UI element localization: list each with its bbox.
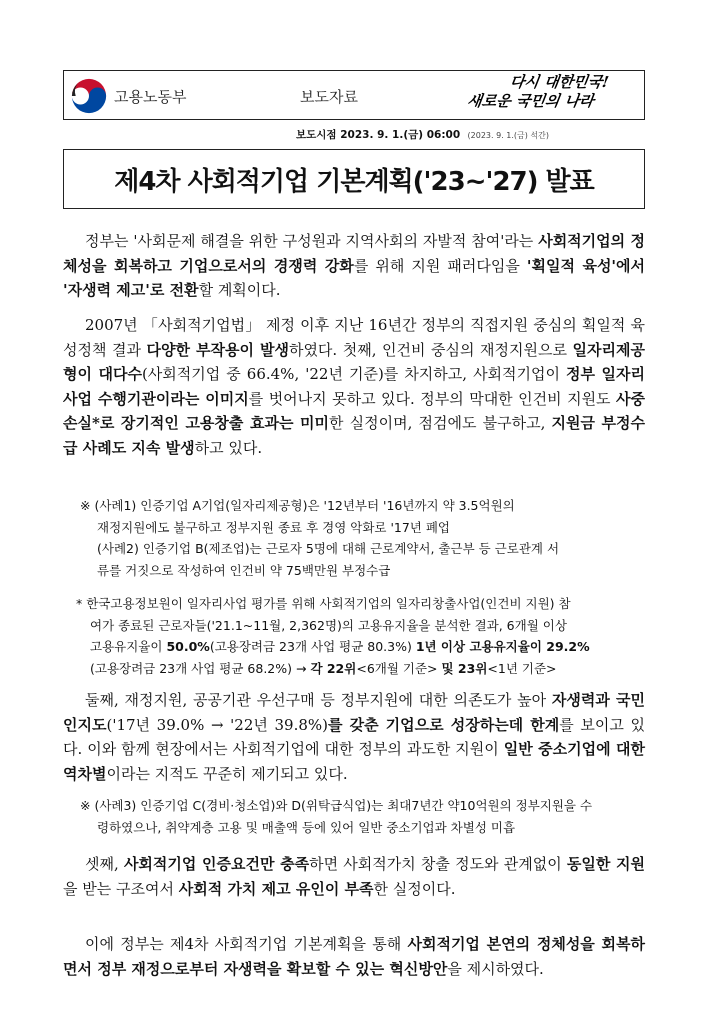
note2-line3-b: 50.0% (166, 639, 210, 654)
paragraph-5 (63, 932, 645, 981)
note3-line-1: ※ (사례3) 인증기업 C(경비·청소업)와 D(위탁급식업)는 최대7년간 약10억원의 정부지원을 수 (80, 798, 593, 813)
p2-text-k: 하고 있다. (194, 438, 263, 457)
release-time (296, 127, 646, 142)
release-time-main: 보도시점 2023. 9. 1.(금) 06:00 (296, 129, 461, 141)
p3-text-g: 이라는 지적도 꾸준히 제기되고 있다. (106, 764, 348, 783)
p3-bold-b: 자생력과 국민 인지도 (63, 691, 646, 734)
p3-text-a: 둘째, 재정지원, 공공기관 우선구매 등 정부지원에 대한 의존도가 높아 (85, 691, 552, 709)
note2-line4-d: 및 23위 (441, 660, 488, 676)
p4-bold-f: 사회적 가치 제고 유인이 부족 (178, 879, 374, 898)
slogan-line-1: 다시 대한민국! (508, 73, 610, 91)
note3-line-2: 령하였으나, 취약계층 고용 및 매출액 등에 있어 일반 중소기업과 차별성 미흡 (97, 819, 516, 835)
p1-text-e: 할 계획이다. (198, 281, 281, 299)
note-case-3 (80, 795, 645, 838)
p4-bold-d: 동일한 지원 (566, 855, 645, 873)
note2-line4-b: 각 22위 (310, 660, 357, 676)
p1-text-c: 를 위해 지원 패러다임을 (353, 256, 527, 275)
doc-type-label: 보도자료 (300, 88, 358, 106)
p2-bold-f: 정부 일자리 사업 수행기관이라는 이미지 (63, 365, 645, 408)
p5-text-c: 을 제시하였다. (447, 959, 544, 978)
paragraph-1 (63, 229, 645, 303)
paragraph-4 (63, 852, 645, 901)
header-box (63, 70, 645, 120)
note2-line4-c: <6개월 기준> (356, 660, 442, 676)
p4-text-c: 하면 사회적가치 창출 정도와 관계없이 (309, 855, 567, 873)
note2-line3-c: (고용장려금 23개 사업 평균 80.3%) (209, 639, 416, 654)
note2-line4-e: <1년 기준> (487, 660, 557, 676)
note-cases-1-2 (80, 495, 645, 581)
p1-text-a: 정부는 '사회문제 해결을 위한 구성원과 지역사회의 자발적 참여'라는 (85, 232, 539, 250)
note2-line4-a: (고용장려금 23개 사업 평균 68.2%) → (90, 660, 311, 676)
paragraph-3 (63, 688, 645, 786)
p2-bold-b: 다양한 부작용이 발생 (146, 340, 289, 359)
p4-bold-b: 사회적기업 인증요건만 충족 (123, 855, 310, 873)
p2-text-a: 2007년 「사회적기업법」 제정 이후 지난 16년간 정부의 직접지원 중심의 획일적 육성정책 결과 (63, 316, 645, 359)
ministry-logo-icon (70, 77, 108, 115)
note-employment-retention (76, 593, 646, 679)
note1-line-3: (사례2) 인증기업 B(제조업)는 근로자 5명에 대해 근로계약서, 출근부 등 근로관계 서 (97, 541, 560, 556)
note2-line-1: * 한국고용정보원이 일자리사업 평가를 위해 사회적기업의 일자리창출사업(인건비 지원) 참 (76, 596, 571, 611)
page-title: 제4차 사회적기업 기본계획('23~'27) 발표 (114, 166, 594, 197)
note2-line-3 (76, 636, 646, 658)
p2-bold-j: 지원금 부정수급 사례도 지속 발생 (63, 414, 645, 457)
ministry-name: 고용노동부 (114, 88, 187, 106)
p3-text-c: ('17년 39.0% → '22년 39.8%) (106, 715, 329, 734)
title-box (63, 149, 645, 209)
p4-text-g: 한 실정이다. (373, 879, 456, 898)
slogan (465, 73, 646, 119)
note1-line-2: 재정지원에도 불구하고 정부지원 종료 후 경영 악화로 '17년 폐업 (97, 519, 451, 535)
slogan-line-2: 새로운 국민의 나라 (466, 92, 595, 110)
p4-text-a: 셋째, (85, 855, 124, 873)
p3-text-e: 를 보이고 있다. 이와 함께 현장에서는 사회적기업에 대한 정부의 과도한 지원이 (63, 715, 645, 758)
note1-line-4: 류를 거짓으로 작성하여 인건비 약 75백만원 부정수급 (97, 562, 391, 578)
p2-text-e: (사회적기업 중 66.4%, '22년 기준)를 차지하고, 사회적기업이 (141, 365, 567, 383)
note2-line3-a: 고용유지율이 (90, 639, 167, 654)
p1-bold-d: '획일적 육성'에서 '자생력 제고'로 전환 (63, 256, 646, 299)
p2-text-i: 한 실정이며, 점검에도 불구하고, (329, 414, 552, 432)
p5-text-a: 이에 정부는 제4차 사회적기업 기본계획을 통해 (85, 935, 408, 953)
p4-text-e: 을 받는 구조여서 (63, 879, 179, 898)
p1-bold-b: 사회적기업의 정체성을 회복하고 기업으로서의 경쟁력 강화 (63, 232, 645, 275)
note2-line3-d: 1년 이상 고용유지율이 29.2% (415, 639, 590, 654)
release-time-sub: (2023. 9. 1.(금) 석간) (467, 131, 549, 140)
p2-text-g: 를 벗어나지 못하고 있다. 정부의 막대한 인건비 지원도 (248, 389, 617, 408)
note2-line-4 (76, 658, 646, 680)
p5-bold-b: 사회적기업 본연의 정체성을 회복하면서 정부 재정으로부터 자생력을 확보할 수 있는 혁신방안 (63, 935, 645, 978)
note1-line-1: ※ (사례1) 인증기업 A기업(일자리제공형)은 '12년부터 '16년까지 약 3.5억원의 (80, 498, 515, 513)
p2-bold-d: 일자리제공형이 대다수 (63, 340, 645, 383)
paragraph-2 (63, 313, 645, 460)
note2-line-2: 여가 종료된 근로자들('21.1~11월, 2,362명)의 고용유지율을 분석한 결과, 6개월 이상 (90, 617, 567, 633)
p2-text-c: 하였다. 첫째, 인건비 중심의 재정지원으로 (288, 340, 573, 359)
p3-bold-f: 일반 중소기업에 대한 역차별 (63, 740, 645, 783)
p3-bold-d: 를 갖춘 기업으로 성장하는데 한계 (328, 715, 560, 734)
p2-bold-h: 사중손실*로 장기적인 고용창출 효과는 미미 (63, 389, 646, 432)
